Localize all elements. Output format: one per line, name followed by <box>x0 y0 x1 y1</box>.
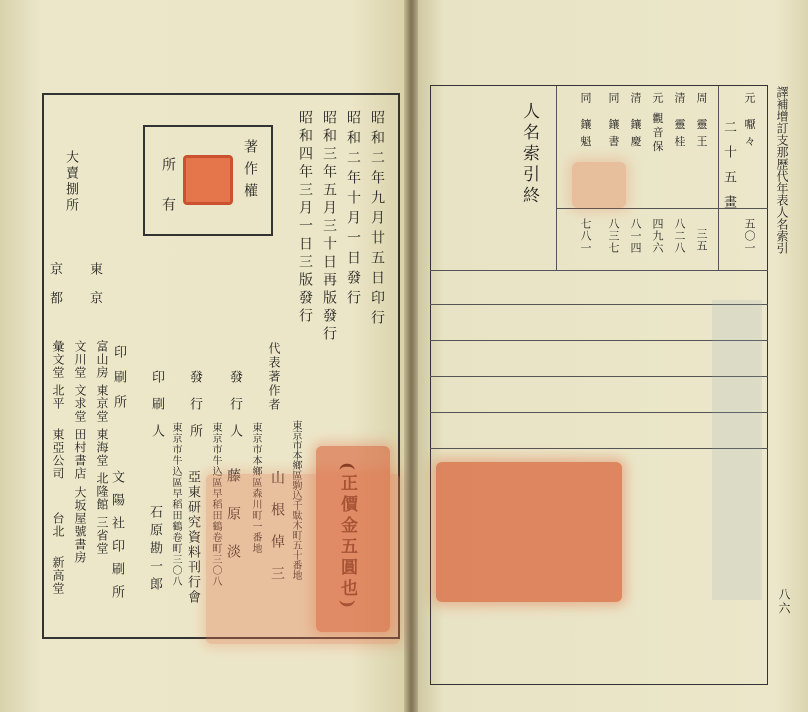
index-row-divider <box>430 270 768 271</box>
index-entry-name: 同 鑲魁 <box>579 92 592 153</box>
author-address: 東京市本鄉區駒込千駄木町五十番地 <box>290 420 301 580</box>
index-seal <box>572 162 626 208</box>
index-entry-page: 八三七 <box>607 218 620 254</box>
tokyo-shop: 田村書店 <box>73 428 87 480</box>
publisher-label: 發行人 <box>227 370 242 451</box>
printer-label: 印刷人 <box>149 370 164 451</box>
index-entry-page: 八一四 <box>629 218 642 254</box>
index-entry-name: 元 觀音保 <box>651 92 664 155</box>
press-label: 印刷所 <box>111 345 126 420</box>
index-entry-page: 八二八 <box>673 218 686 254</box>
tokyo-shop: 東京堂 <box>95 384 109 423</box>
press-name: 文陽社印刷所 <box>109 470 124 608</box>
tokyo-shop: 大坂屋號書房 <box>73 486 87 564</box>
kyoto-shop: 新高堂 <box>51 556 65 595</box>
tokyo-shop: 三省堂 <box>95 516 109 555</box>
copyright-title: 著作權 <box>242 139 258 205</box>
publisher-address: 東京市本鄉區森川町一番地 <box>250 422 261 554</box>
print-date: 昭和二年九月廿五日印行 <box>369 110 385 330</box>
index-entry-page: 七八一 <box>579 218 592 254</box>
index-entry-page: 四九六 <box>651 218 664 254</box>
index-entry-name: 清 鑲慶 <box>629 92 642 153</box>
index-entry-name: 周 靈王 <box>695 92 708 153</box>
kyoto-shop: 北平 <box>51 384 65 410</box>
issuer-name: 亞東研究資料刊行會 <box>185 470 200 605</box>
section-title: 二十五畫 <box>721 120 736 220</box>
book-spine <box>404 0 418 712</box>
issue-date: 昭和二年十月一日發行 <box>345 110 361 310</box>
printer-name: 石原勘一郎 <box>147 505 162 595</box>
author-label: 代表著作者 <box>267 342 281 412</box>
kyoto-shop: 台北 <box>51 512 65 538</box>
issuer-address: 東京市牛込區早稻田鶴卷町三〇八 <box>210 422 221 587</box>
index-entry-name: 同 鑲書 <box>607 92 620 153</box>
index-col-divider <box>556 86 557 270</box>
tokyo-shop: 富山房 <box>95 340 109 379</box>
show-through <box>712 300 762 600</box>
folio: 八六 <box>777 588 791 616</box>
tokyo-shop: 東海堂 <box>95 428 109 467</box>
sellers-label: 大賣捌所 <box>63 150 78 214</box>
index-entry-name: 清 靈桂 <box>673 92 686 153</box>
index-page <box>412 0 808 712</box>
publisher-name: 藤原淡 <box>225 468 241 582</box>
tokyo-shop: 文川堂 <box>73 340 87 379</box>
author-name: 山根倬三 <box>269 470 285 598</box>
ink-stamp <box>436 462 622 602</box>
tokyo-shop: 北隆館 <box>95 472 109 511</box>
index-entry-name: 元 嚈々 <box>743 92 756 153</box>
kyoto-label: 京都 <box>47 262 62 320</box>
running-head: 譯補增訂支那歷代年表人名索引 <box>775 86 789 254</box>
tokyo-label: 東京 <box>87 262 102 320</box>
kyoto-shop: 彙文堂 <box>51 340 65 379</box>
second-edition-date: 昭和三年五月三十日再版發行 <box>321 110 337 344</box>
index-col-divider <box>718 86 719 270</box>
copyright-box <box>143 125 273 236</box>
index-entry-page: 五〇一 <box>743 218 756 254</box>
copyright-owner: 所有 <box>160 157 176 237</box>
kyoto-shop: 東亞公司 <box>51 428 65 480</box>
printer-address: 東京市牛込區早稻田鶴卷町三〇八 <box>170 422 181 587</box>
offset-seal <box>206 474 400 644</box>
index-end-mark: 人名索引終 <box>519 102 539 207</box>
third-edition-date: 昭和四年三月一日三版發行 <box>297 110 313 326</box>
index-entry-page: 三五 <box>695 228 708 252</box>
index-row-divider <box>556 208 768 209</box>
tokyo-shop: 文求堂 <box>73 384 87 423</box>
author-seal <box>183 155 233 205</box>
issuer-label: 發行所 <box>187 370 202 451</box>
